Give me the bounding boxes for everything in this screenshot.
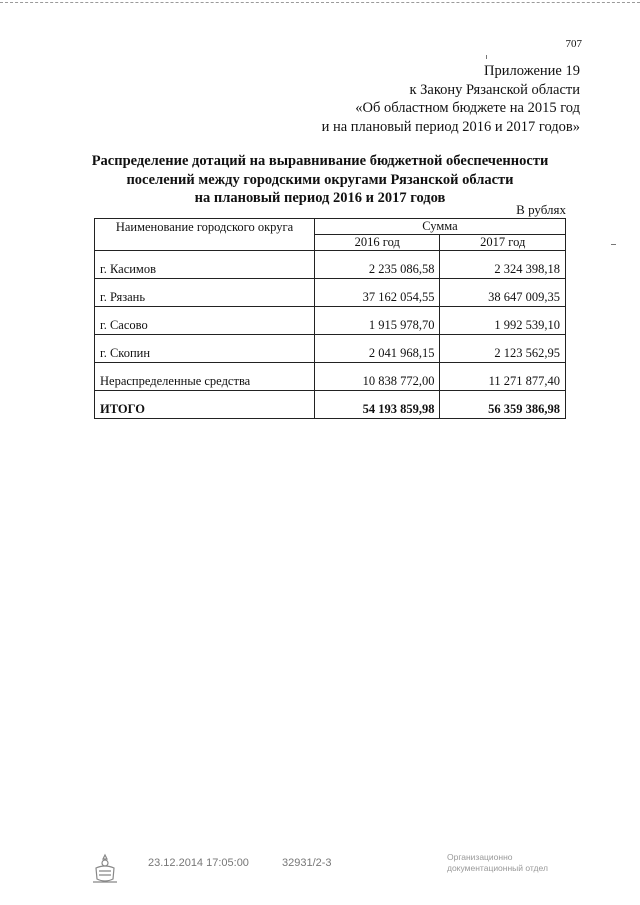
title-line-3: на плановый период 2016 и 2017 годов [194,190,446,206]
total-2017: 56 359 386,98 [440,391,566,419]
table-row [95,307,566,335]
total-2016: 54 193 859,98 [314,391,440,419]
footer-registration-code: 32931/2-3 [282,857,332,869]
amount-2017: 11 271 877,40 [440,363,566,391]
district-name: Нераспределенные средства [95,363,315,391]
header-district-name: Наименование городского округа [95,219,315,251]
header-year-2016: 2016 год [314,235,440,251]
title-line-1: Распределение дотаций на выравнивание бюджетной обеспеченности [91,153,549,169]
total-row [95,391,566,419]
document-title [76,152,564,208]
district-name: г. Скопин [95,335,315,363]
total-label: ИТОГО [95,391,315,419]
subsidy-table [94,218,566,419]
amount-2017: 2 324 398,18 [440,251,566,279]
district-name: г. Сасово [95,307,315,335]
amount-2017: 38 647 009,35 [440,279,566,307]
coat-of-arms-icon [88,852,122,886]
stamp-line-1: Организационно [447,852,513,862]
appendix-line-1: Приложение 19 [484,63,580,79]
footer-timestamp: 23.12.2014 17:05:00 [148,857,249,869]
appendix-line-2: к Закону Рязанской области [409,81,580,98]
unit-label: В рублях [516,202,566,217]
district-name: г. Рязань [95,279,315,307]
amount-2017: 2 123 562,95 [440,335,566,363]
page-number: 707 [565,38,582,50]
scan-mark [486,55,487,59]
amount-2016: 37 162 054,55 [314,279,440,307]
appendix-header [322,62,580,136]
header-sum: Сумма [314,219,565,235]
stamp-line-2: документационный отдел [447,863,548,873]
table-row [95,363,566,391]
scan-border-line [0,2,640,3]
header-year-2017: 2017 год [440,235,566,251]
amount-2016: 1 915 978,70 [314,307,440,335]
table-row [95,279,566,307]
amount-2016: 10 838 772,00 [314,363,440,391]
amount-2017: 1 992 539,10 [440,307,566,335]
district-name: г. Касимов [95,251,315,279]
table-header-row [95,219,566,235]
table-row [95,251,566,279]
footer-department-stamp [447,852,548,874]
table-row [95,335,566,363]
appendix-line-3: «Об областном бюджете на 2015 год [355,100,580,116]
amount-2016: 2 041 968,15 [314,335,440,363]
amount-2016: 2 235 086,58 [314,251,440,279]
appendix-line-4: и на плановый период 2016 и 2017 годов» [321,118,580,135]
scan-mark [611,244,616,245]
title-line-2: поселений между городскими округами Рязанской области [126,171,514,188]
